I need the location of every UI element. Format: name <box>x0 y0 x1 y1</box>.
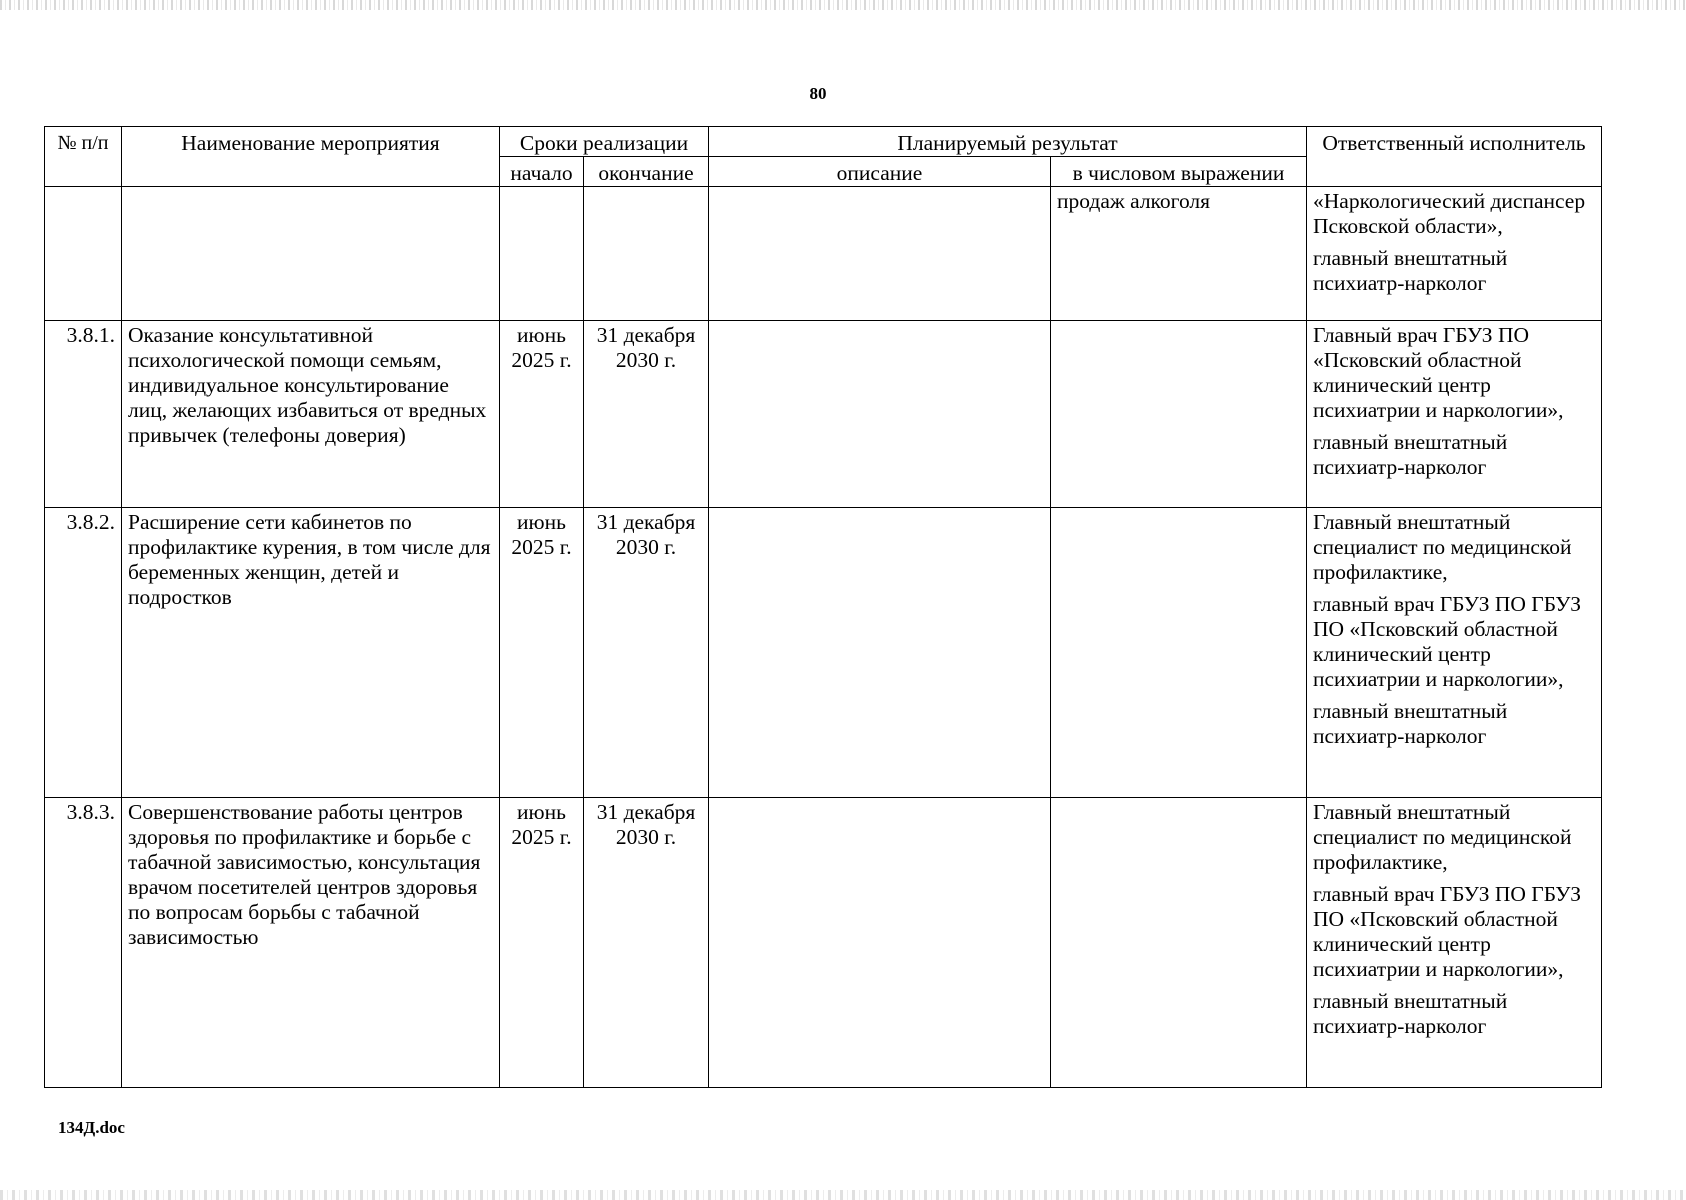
cell-end: 31 декабря 2030 г. <box>584 508 709 798</box>
cell-description <box>709 508 1051 798</box>
header-description: описание <box>709 157 1051 187</box>
footer-filename: 134Д.doc <box>58 1118 125 1137</box>
responsible-line: главный внештатный психиатр-нарколог <box>1313 430 1508 479</box>
header-numeric: в числовом выражении <box>1051 157 1307 187</box>
responsible-line: главный внештатный психиатр-нарколог <box>1313 699 1508 748</box>
activities-table <box>44 126 1602 1088</box>
cell-description <box>709 187 1051 321</box>
cell-num: 3.8.3. <box>45 798 122 1088</box>
responsible-line: главный внештатный психиатр-нарколог <box>1313 989 1508 1038</box>
table-row <box>45 798 1602 1088</box>
scan-edge-bottom <box>0 1190 1686 1200</box>
header-start: начало <box>500 157 584 187</box>
table-row <box>45 321 1602 508</box>
responsible-line: главный врач ГБУЗ ПО ГБУЗ ПО «Псковский областной клинический центр психиатрии и наркологии», <box>1313 882 1582 981</box>
cell-num <box>45 187 122 321</box>
table-row-continuation <box>45 187 1602 321</box>
cell-responsible <box>1307 508 1602 798</box>
cell-start: июнь 2025 г. <box>500 798 584 1088</box>
table-header-row-1 <box>45 127 1602 157</box>
responsible-line: Главный врач ГБУЗ ПО «Псковский областной клинический центр психиатрии и наркологии», <box>1313 323 1564 422</box>
cell-name: Оказание консультативной психологической помощи семьям, индивидуальное консультирование лиц, желающих избавиться от вредных привычек (телефоны доверия) <box>122 321 500 508</box>
scan-edge-top <box>0 0 1686 10</box>
cell-description <box>709 798 1051 1088</box>
header-terms: Сроки реализации <box>500 127 709 157</box>
cell-num: 3.8.1. <box>45 321 122 508</box>
cell-responsible <box>1307 798 1602 1088</box>
cell-end: 31 декабря 2030 г. <box>584 798 709 1088</box>
cell-description <box>709 321 1051 508</box>
page-number: 80 <box>809 84 827 103</box>
cell-numeric: продаж алкоголя <box>1051 187 1307 321</box>
table-row <box>45 508 1602 798</box>
responsible-line: главный врач ГБУЗ ПО ГБУЗ ПО «Псковский областной клинический центр психиатрии и наркологии», <box>1313 592 1582 691</box>
responsible-line: Главный внештатный специалист по медицинской профилактике, <box>1313 510 1572 584</box>
cell-name: Расширение сети кабинетов по профилактике курения, в том числе для беременных женщин, детей и подростков <box>122 508 500 798</box>
cell-responsible <box>1307 321 1602 508</box>
cell-start: июнь 2025 г. <box>500 321 584 508</box>
responsible-line: главный внештатный психиатр-нарколог <box>1313 246 1508 295</box>
responsible-line: «Наркологический диспансер Псковской области», <box>1313 189 1586 238</box>
cell-end <box>584 187 709 321</box>
header-result: Планируемый результат <box>709 127 1307 157</box>
cell-end: 31 декабря 2030 г. <box>584 321 709 508</box>
responsible-line: Главный внештатный специалист по медицинской профилактике, <box>1313 800 1572 874</box>
cell-start: июнь 2025 г. <box>500 508 584 798</box>
header-name: Наименование мероприятия <box>122 127 500 187</box>
cell-numeric <box>1051 508 1307 798</box>
cell-name: Совершенствование работы центров здоровья по профилактике и борьбе с табачной зависимостью, консультация врачом посетителей центров здоровья по вопросам борьбы с табачной зависимостью <box>122 798 500 1088</box>
header-num: № п/п <box>45 127 122 187</box>
cell-num: 3.8.2. <box>45 508 122 798</box>
header-responsible: Ответственный исполнитель <box>1307 127 1602 187</box>
cell-numeric <box>1051 798 1307 1088</box>
cell-responsible <box>1307 187 1602 321</box>
cell-numeric <box>1051 321 1307 508</box>
cell-start <box>500 187 584 321</box>
cell-name <box>122 187 500 321</box>
header-end: окончание <box>584 157 709 187</box>
